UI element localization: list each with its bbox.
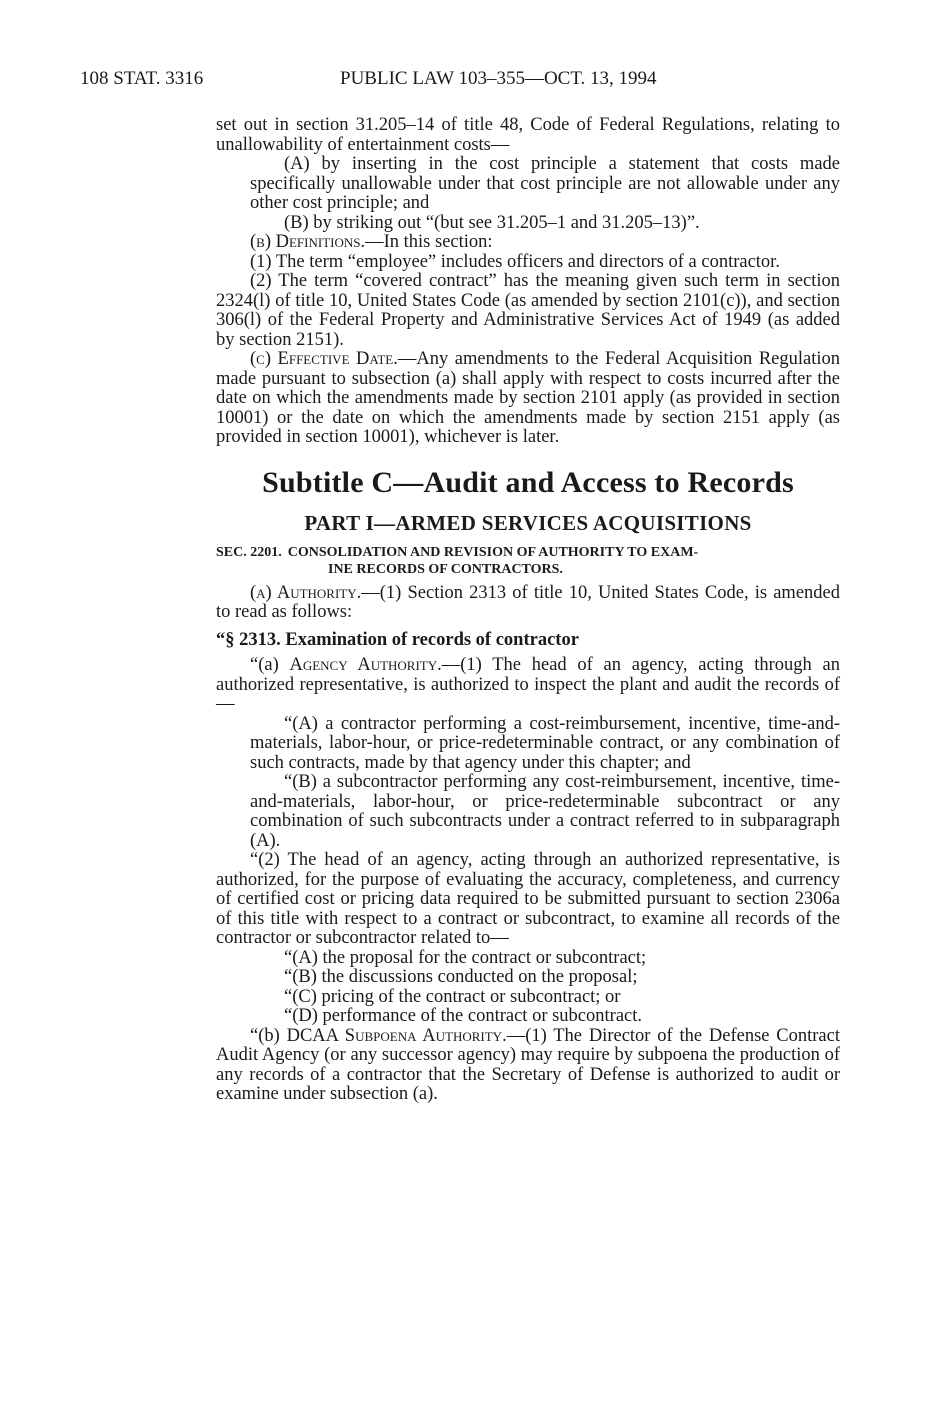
part-heading: PART I—ARMED SERVICES ACQUISITIONS (304, 510, 752, 535)
paragraph: set out in section 31.205–14 of title 48, Code of Federal Regulations, relating to unallowability of entertainment costs— (216, 115, 840, 155)
law-reference: PUBLIC LAW 103–355—OCT. 13, 1994 (340, 68, 657, 89)
paragraph: “(B) a subcontractor performing any cost-reimbursement, incentive, time-and-materials, labor-hour, or price-redeterminable subcontract or any combination of such subcontracts under a contract referred to in subparagraph (A). (250, 772, 840, 851)
paragraph: “(b) DCAA Subpoena Authority.—(1) The Director of the Defense Contract Audit Agency (or any successor agency) may require by subpoena the production of any records of a contractor that the Secretary of Defense is authorized to audit or examine under subsection (a). (216, 1025, 840, 1104)
subsection-label: DCAA Subpoena Authority. (286, 1025, 507, 1046)
page-reference: 108 STAT. 3316 (80, 68, 204, 89)
section-title-line1: CONSOLIDATION AND REVISION OF AUTHORITY TO EXAM- (287, 544, 699, 560)
subtitle-heading: Subtitle C—Audit and Access to Records (262, 465, 794, 499)
paragraph: “(C) pricing of the contract or subcontract; or (284, 986, 621, 1007)
paragraph (216, 584, 840, 623)
subsection-label: (a) Authority. (250, 582, 362, 603)
section-number: SEC. 2201. (216, 544, 282, 560)
subsection-label: (b) Definitions. (250, 232, 366, 252)
paragraph: “(D) performance of the contract or subcontract. (284, 1006, 643, 1026)
paragraph-text: —(1) The head of an agency, acting through an authorized representative, is authorized to inspect the plant and audit the records of— (216, 655, 840, 714)
paragraph (216, 350, 840, 448)
paragraph-text: —Any amendments to the Federal Acquisition Regulation made pursuant to subsection (a) shall apply with respect to costs incurred after the date on which the amendments made by section 2101 apply (as provided in section 10001) or the date on which the amendments made by section 2151 apply (as provided in section 10001), whichever is later. (216, 349, 841, 447)
paragraph: “(A) the proposal for the contract or subcontract; (284, 947, 647, 968)
paragraph-text: —(1) The Director of the Defense Contract Audit Agency (or any successor agency) may require by subpoena the production of any records of a contractor that the Secretary of Defense is authorized to audit or examine under subsection (a). (216, 1025, 840, 1104)
document-body (216, 116, 840, 1105)
section-heading (216, 544, 840, 578)
paragraph: “(a) Agency Authority.—(1) The head of an agency, acting through an authorized representative, is authorized to inspect the plant and audit the records of— (216, 655, 840, 714)
paragraph-text: —(1) Section 2313 of title 10, United States Code, is amended to read as follows: (216, 582, 840, 622)
paragraph: (B) by striking out “(but see 31.205–1 and 31.205–13)”. (284, 212, 700, 233)
paragraph: “(B) the discussions conducted on the proposal; (284, 967, 638, 987)
subsection-label: (c) Effective Date. (250, 349, 398, 369)
code-section-heading: “§ 2313. Examination of records of contractor (216, 629, 579, 650)
section-title-line2: INE RECORDS OF CONTRACTORS. (328, 561, 563, 577)
page-header (0, 68, 940, 96)
paragraph: “(A) a contractor performing a cost-reimbursement, incentive, time-and-materials, labor-hour, or price-redeterminable contract, or any combination of such contracts, made by that agency under this chapter; and (250, 713, 840, 773)
paragraph: (A) by inserting in the cost principle a statement that costs made specifically unallowable under that cost principle are not allowable under any other cost principle; and (250, 154, 840, 213)
paragraph: “(2) The head of an agency, acting through an authorized representative, is authorized, for the purpose of evaluating the accuracy, completeness, and currency of certified cost or pricing data required to be submitted pursuant to section 2306a of this title with respect to a contract or subcontract, to examine all records of the contractor or subcontractor related to— (216, 850, 840, 948)
paragraph: (2) The term “covered contract” has the meaning given such term in section 2324(l) of title 10, United States Code (as amended by section 2101(c)), and section 306(l) of the Federal Property and Administrative Services Act of 1949 (as added by section 2151). (216, 271, 840, 350)
subsection-label: Agency Authority. (289, 655, 442, 675)
paragraph: (1) The term “employee” includes officers and directors of a contractor. (250, 251, 780, 272)
paragraph-text: —In this section: (365, 232, 493, 252)
paragraph (216, 233, 840, 253)
